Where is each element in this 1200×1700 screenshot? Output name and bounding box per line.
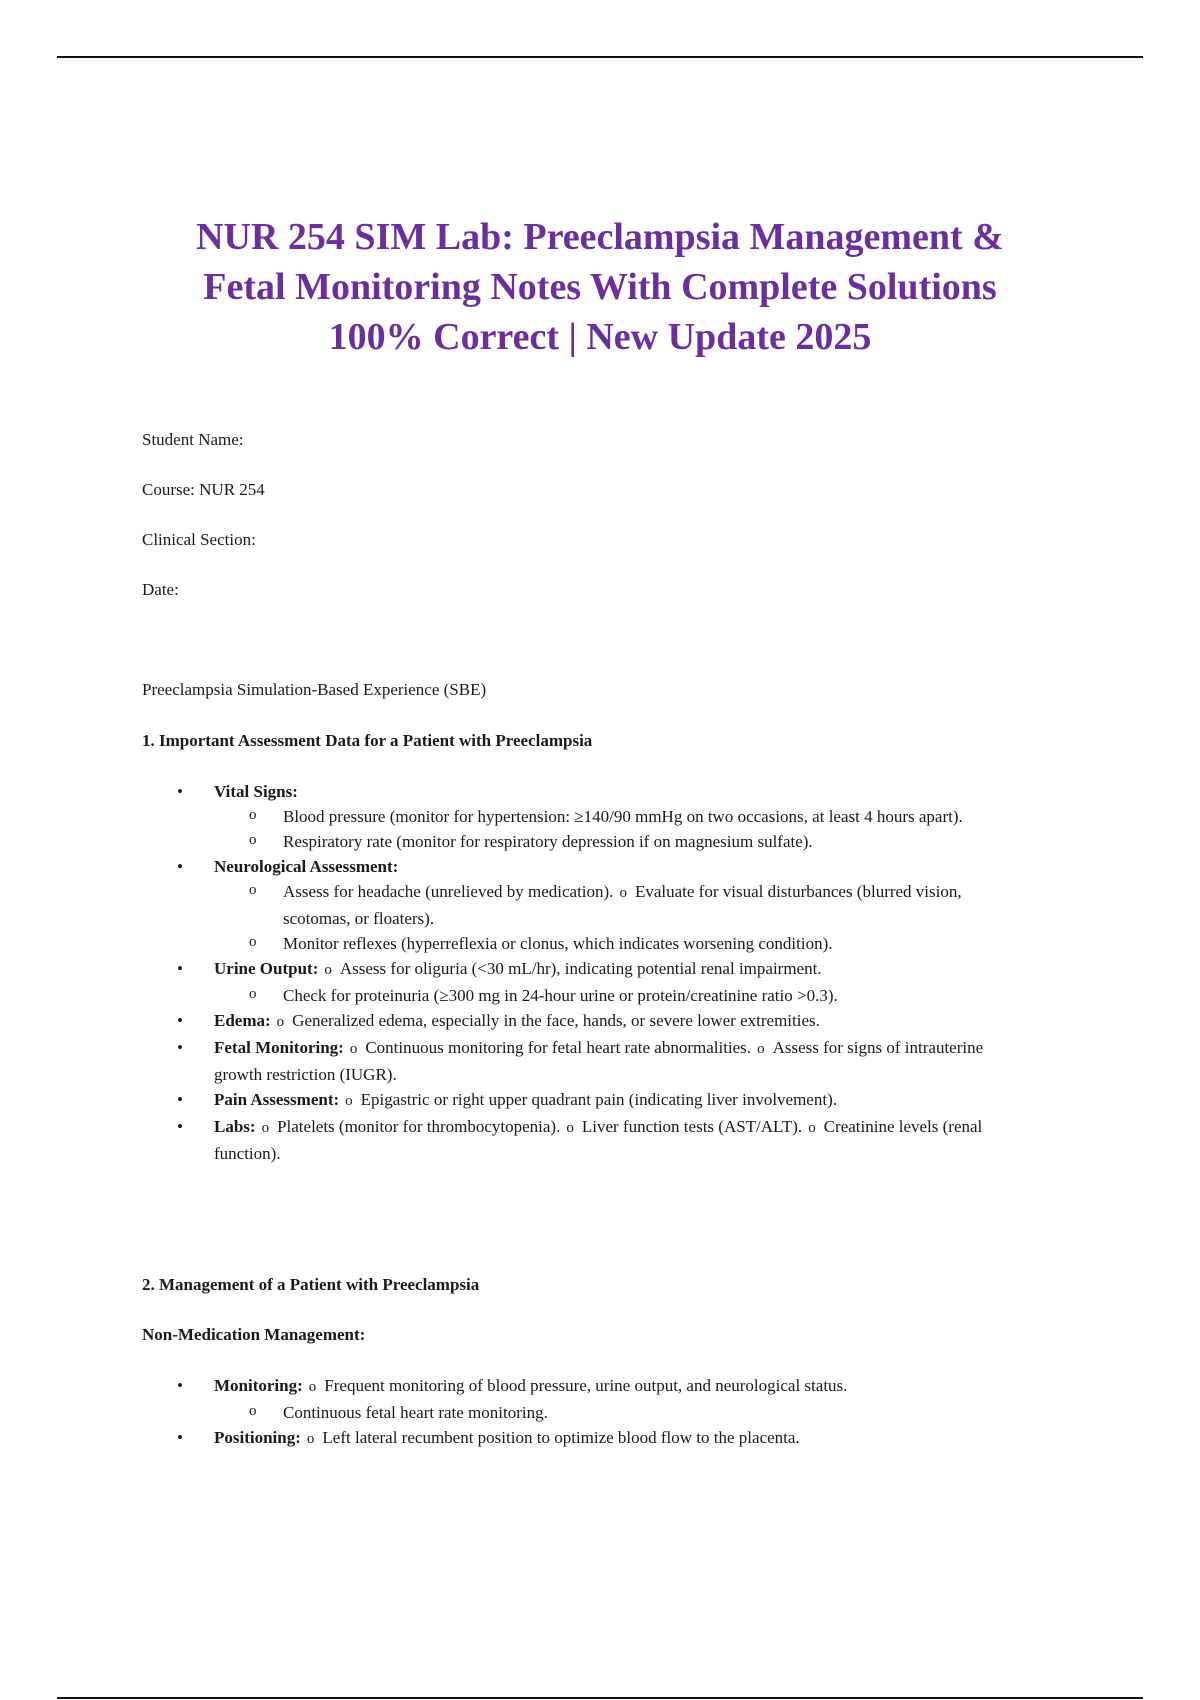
item-label: Labs: [214, 1117, 256, 1136]
item-label: Monitoring: [214, 1376, 303, 1395]
sub-list-item [142, 931, 1022, 956]
list-item [142, 956, 1022, 983]
list-item [142, 1114, 1022, 1166]
item-label: Urine Output: [214, 959, 319, 978]
assessment-list [142, 779, 1022, 1166]
bullet-glyph: o [276, 1014, 285, 1030]
course-field: Course: NUR 254 [142, 480, 265, 499]
bullet-glyph: o [306, 1431, 315, 1447]
management-list [142, 1373, 1022, 1452]
student-name-field: Student Name: [142, 430, 244, 449]
title-line: 100% Correct | New Update 2025 [328, 316, 872, 358]
item-label: Vital Signs: [214, 782, 298, 801]
title-line: Fetal Monitoring Notes With Complete Solutions [203, 266, 997, 308]
item-text: Frequent monitoring of blood pressure, urine output, and neurological status. [324, 1376, 848, 1395]
item-text: Left lateral recumbent position to optimize blood flow to the placenta. [322, 1428, 800, 1447]
sbe-title: Preeclampsia Simulation-Based Experience (SBE) [142, 680, 487, 699]
sub-list-item [142, 804, 1022, 829]
bullet-glyph: o [757, 1041, 765, 1057]
item-label: Neurological Assessment: [214, 857, 399, 876]
sub-list-item [142, 1400, 1022, 1425]
sub-list-item [142, 879, 1022, 931]
item-text: Platelets (monitor for thrombocytopenia). [277, 1117, 561, 1136]
item-text: Assess for oliguria (<30 mL/hr), indicating potential renal impairment. [339, 959, 822, 978]
sub-item-text: Evaluate for visual disturbances (blurred vision, scotomas, or floaters). [283, 882, 962, 928]
sub-list-item [142, 829, 1022, 854]
clinical-section-field: Clinical Section: [142, 530, 256, 549]
bullet-glyph: o [308, 1379, 317, 1395]
sub-item-text: Assess for headache (unrelieved by medication). [283, 882, 614, 901]
item-text: Epigastric or right upper quadrant pain (indicating liver involvement). [360, 1090, 837, 1109]
item-label: Positioning: [214, 1428, 301, 1447]
sub-item-text: Monitor reflexes (hyperreflexia or clonus, which indicates worsening condition). [283, 934, 833, 953]
date-field: Date: [142, 580, 179, 599]
title-line: NUR 254 SIM Lab: Preeclampsia Management & [196, 216, 1004, 258]
bullet-glyph: o [566, 1120, 574, 1136]
item-label: Fetal Monitoring: [214, 1038, 344, 1057]
bullet-glyph: o [324, 962, 332, 978]
item-text: Liver function tests (AST/ALT). [581, 1117, 803, 1136]
bullet-glyph: o [349, 1041, 358, 1057]
section-1-heading: 1. Important Assessment Data for a Patient with Preeclampsia [142, 731, 593, 750]
item-text: Assess for signs of intrauterine growth restriction (IUGR). [214, 1038, 984, 1084]
list-item [142, 1373, 1022, 1400]
list-item [142, 779, 1022, 804]
sub-item-text: Continuous fetal heart rate monitoring. [283, 1403, 548, 1422]
item-text: Generalized edema, especially in the face, hands, or severe lower extremities. [292, 1011, 820, 1030]
list-item [142, 1035, 1022, 1087]
sub-item-text: Check for proteinuria (≥300 mg in 24-hour urine or protein/creatinine ratio >0.3). [283, 986, 838, 1005]
non-medication-subheading: Non-Medication Management: [142, 1325, 366, 1344]
top-rule [57, 56, 1143, 58]
list-item [142, 854, 1022, 879]
list-item [142, 1008, 1022, 1035]
sub-list-item [142, 983, 1022, 1008]
bullet-glyph: o [261, 1120, 270, 1136]
bullet-glyph: o [345, 1093, 353, 1109]
bullet-glyph: o [619, 885, 627, 901]
item-text: Continuous monitoring for fetal heart rate abnormalities. [365, 1038, 752, 1057]
item-label: Pain Assessment: [214, 1090, 340, 1109]
sub-item-text: Blood pressure (monitor for hypertension: ≥140/90 mmHg on two occasions, at least 4 hours apart). [283, 807, 963, 826]
sub-item-text: Respiratory rate (monitor for respiratory depression if on magnesium sulfate). [283, 832, 813, 851]
item-label: Edema: [214, 1011, 271, 1030]
item-text: Creatinine levels (renal function). [214, 1117, 983, 1163]
list-item [142, 1425, 1022, 1452]
bottom-rule [57, 1697, 1143, 1699]
section-2-heading: 2. Management of a Patient with Preeclampsia [142, 1275, 480, 1294]
bullet-glyph: o [808, 1120, 816, 1136]
document-title [140, 212, 1060, 362]
list-item [142, 1087, 1022, 1114]
